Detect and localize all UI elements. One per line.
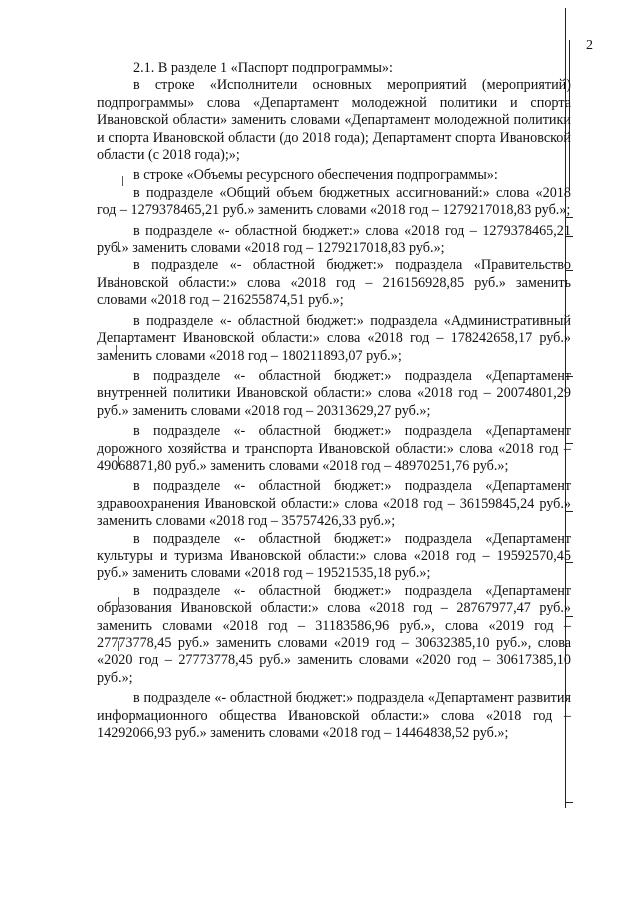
paragraph-government: в подразделе «- областной бюджет:» подраздела «Правительство Ивановской области:» слова «2018 год – 216156928,85 руб.» заменить словами «2018 год – 216255874,51 руб.»;	[97, 257, 571, 309]
margin-tick	[565, 802, 573, 803]
paragraph-administrative-dept: в подразделе «- областной бюджет:» подраздела «Административный Департамент Ивановской области:» слова «2018 год – 178242658,17 руб.» заменить словами «2018 год – 180211893,07 руб.»;	[97, 312, 571, 364]
paragraph-regional-budget: в подразделе «- областной бюджет:» слова «2018 год – 1279378465,21 руб.» заменить словами «2018 год – 1279217018,83 руб.»;	[97, 222, 571, 257]
document-body	[97, 60, 571, 742]
paragraph-culture-tourism-dept: в подразделе «- областной бюджет:» подраздела «Департамент культуры и туризма Ивановской области:» слова «2018 год – 19592570,45 руб.» заменить словами «2018 год – 19521535,18 руб.»;	[97, 530, 571, 582]
paragraph-internal-policy-dept: в подразделе «- областной бюджет:» подраздела «Департамент внутренней политики Ивановской области:» слова «2018 год – 20074801,29 руб.» заменить словами «2018 год – 20313629,27 руб.»;	[97, 367, 571, 419]
paragraph-information-society-dept: в подразделе «- областной бюджет:» подраздела «Департамент развития информационного общества Ивановской области:» слова «2018 год – 14292066,93 руб.» заменить словами «2018 год – 14464838,52 руб.»;	[97, 690, 571, 742]
paragraph-total-allocations: в подразделе «Общий объем бюджетных ассигнований:» слова «2018 год – 1279378465,21 руб.» заменить словами «2018 год – 1279217018,83 руб.»;	[97, 184, 571, 219]
page-number: 2	[586, 38, 593, 53]
paragraph-road-transport-dept: в подразделе «- областной бюджет:» подраздела «Департамент дорожного хозяйства и транспорта Ивановской области:» слова «2018 год – 49068871,80 руб.» заменить словами «2018 год – 48970251,76 руб.»;	[97, 423, 571, 474]
paragraph-education-dept: в подразделе «- областной бюджет:» подраздела «Департамент образования Ивановской области:» слова «2018 год – 28767977,47 руб.» заменить словами «2018 год – 31183586,96 руб.», слова «2019 год – 27773778,45 руб.» заменить словами «2019 год – 30632385,10 руб.», слова «2020 год – 27773778,45 руб.» заменить словами «2020 год – 30617385,10 руб.»;	[97, 582, 571, 686]
paragraph-resources: в строке «Объемы ресурсного обеспечения подпрограммы»:	[133, 167, 498, 184]
paragraph-section-intro: 2.1. В разделе 1 «Паспорт подпрограммы»:	[133, 60, 393, 76]
paragraph-executors: в строке «Исполнители основных мероприятий (мероприятий) подпрограммы» слова «Департамент молодежной политики и спорта Ивановской области» заменить словами «Департамент молодежной политики и спорта Ивановской области (до 2018 года); Департамент спорта Ивановской области (с 2018 года);»;	[97, 77, 571, 164]
paragraph-healthcare-dept: в подразделе «- областной бюджет:» подраздела «Департамент здравоохранения Ивановской области:» слова «2018 год – 36159845,24 руб.» заменить словами «2018 год – 35757426,33 руб.»;	[97, 478, 571, 530]
